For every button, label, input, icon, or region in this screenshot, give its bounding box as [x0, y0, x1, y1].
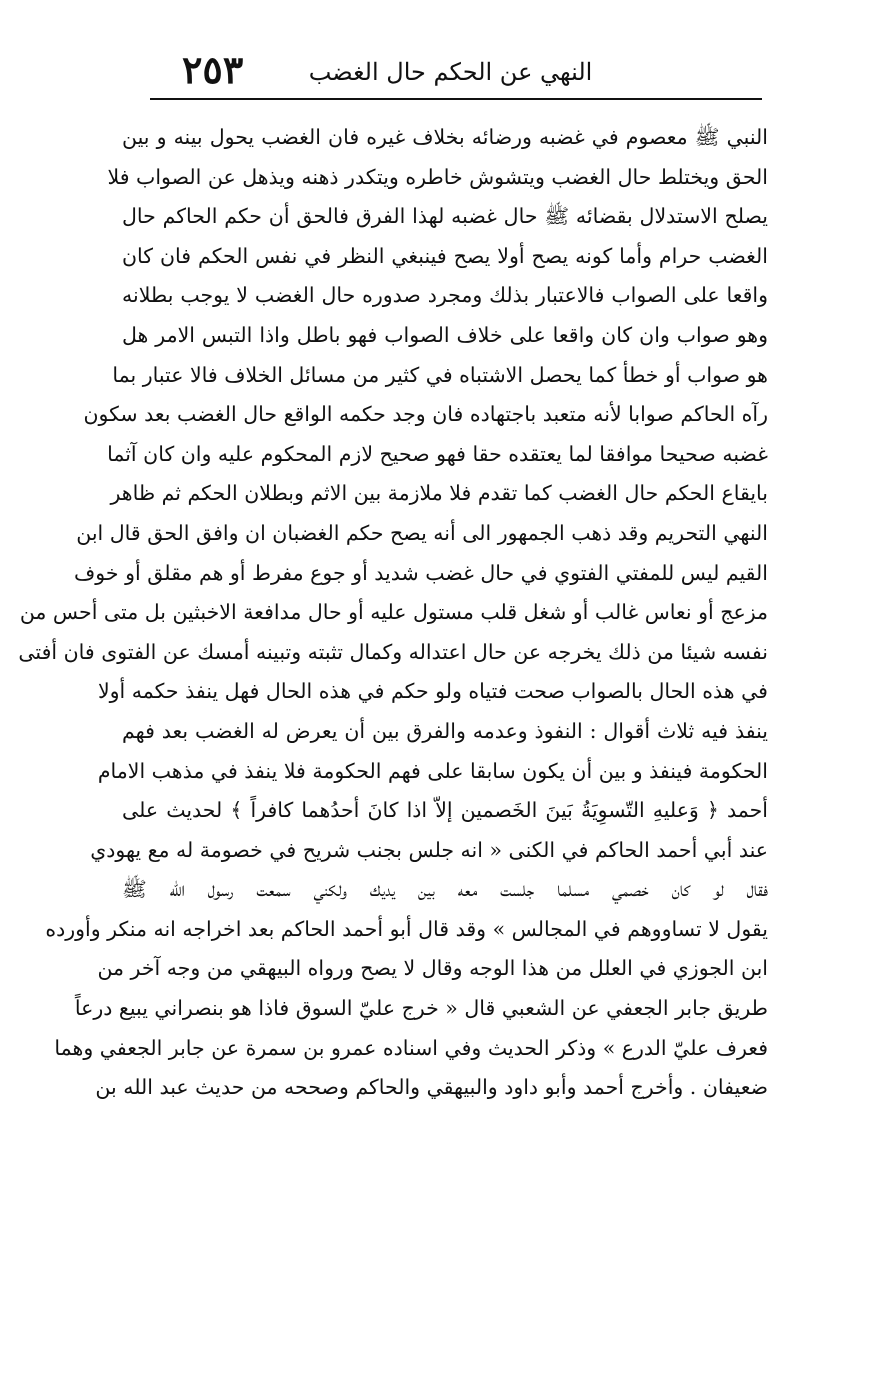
- header-rule: [150, 98, 762, 100]
- text-line: فقال لو كان خصمي مسلما جلست معه بين يديك ولكني سمعت رسول الله ﷺ: [122, 877, 768, 902]
- text-line: القيم ليس للمفتي الفتوي في حال غضب شديد أو جوع مفرط أو هم مقلق أو خوف: [74, 560, 768, 585]
- text-line: غضبه صحيحا موافقا لما يعتقده حقا فهو صحيح لازم المحكوم عليه وان كان آثما: [107, 441, 768, 466]
- page-number: ٢٥٣: [182, 47, 244, 92]
- text-line: واقعا على الصواب فالاعتبار بذلك ومجرد صدوره حال الغضب لا يوجب بطلانه: [122, 283, 768, 308]
- text-line: يقول لا تساووهم في المجالس » وقد قال أبو أحمد الحاكم بعد اخراجه انه منكر وأورده: [45, 916, 768, 941]
- body-text: [18, 118, 768, 1108]
- text-line: الحكومة فينفذ و بين أن يكون سابقا على فهم الحكومة فلا ينفذ في مذهب الامام: [97, 758, 768, 783]
- text-line: النبي ﷺ معصوم في غضبه ورضائه بخلاف غيره فان الغضب يحول بينه و بين: [122, 125, 768, 149]
- text-line: وهو صواب وان كان واقعا على خلاف الصواب فهو باطل واذا التبس الامر هل: [122, 322, 768, 347]
- text-line: مزعج أو نعاس غالب أو شغل قلب مستول عليه أو حال مدافعة الاخبثين بل متى أحس من: [19, 600, 768, 625]
- text-line: فعرف عليّ الدرع » وذكر الحديث وفي اسناده عمرو بن سمرة عن جابر الجعفي وهما: [54, 1035, 768, 1060]
- text-line: بايقاع الحكم حال الغضب كما تقدم فلا ملازمة بين الاثم وبطلان الحكم ثم ظاهر: [110, 481, 768, 506]
- text-line: يصلح الاستدلال بقضائه ﷺ حال غضبه لهذا الفرق فالحق أن حكم الحاكم حال: [122, 204, 768, 229]
- text-line: عند أبي أحمد الحاكم في الكنى « انه جلس بجنب شريح في خصومة له مع يهودي: [90, 837, 768, 862]
- text-line: الحق ويختلط حال الغضب ويتشوش خاطره ويتكدر ذهنه ويذهل عن الصواب فلا: [107, 164, 768, 189]
- running-title: النهي عن الحكم حال الغضب: [308, 58, 593, 86]
- text-line: ضعيفان . وأخرج أحمد وأبو داود والبيهقي والحاكم وصححه من حديث عبد الله بن: [95, 1075, 768, 1100]
- text-line: أحمد ﴿ وَعليهِ التّسوِيَةُ بَينَ الخَصمين إلاّ اذا كانَ أحدُهما كافراً ﴾ لحديث على: [122, 798, 768, 823]
- text-line: رآه الحاكم صوابا لأنه متعبد باجتهاده فان وجد حكمه الواقع حال الغضب بعد سكون: [83, 402, 768, 427]
- text-line: النهي التحريم وقد ذهب الجمهور الى أنه يصح حكم الغضبان ان وافق الحق قال ابن: [76, 520, 768, 545]
- text-line: ينفذ فيه ثلاث أقوال : النفوذ وعدمه والفرق بين أن يعرض له الغضب بعد فهم: [122, 718, 768, 743]
- page-header: [150, 44, 751, 96]
- text-line: الغضب حرام وأما كونه يصح أولا يصح فينبغي النظر في نفس الحكم فان كان: [122, 243, 768, 268]
- text-line: في هذه الحال بالصواب صحت فتياه ولو حكم في هذه الحال فهل ينفذ حكمه أولا: [97, 679, 768, 704]
- text-line: هو صواب أو خطأ كما يحصل الاشتباه في كثير من مسائل الخلاف فالا عتبار بما: [112, 362, 768, 387]
- text-line: طريق جابر الجعفي عن الشعبي قال « خرج عليّ السوق فاذا هو بنصراني يبيع درعاً: [74, 996, 768, 1021]
- text-line: ابن الجوزي في العلل من هذا الوجه وقال لا يصح ورواه البيهقي من وجه آخر من: [97, 956, 768, 981]
- text-line: نفسه شيئا من ذلك يخرجه عن حال اعتداله وكمال تثبته وتبينه أمسك عن الفتوى فان أفتى: [18, 639, 768, 664]
